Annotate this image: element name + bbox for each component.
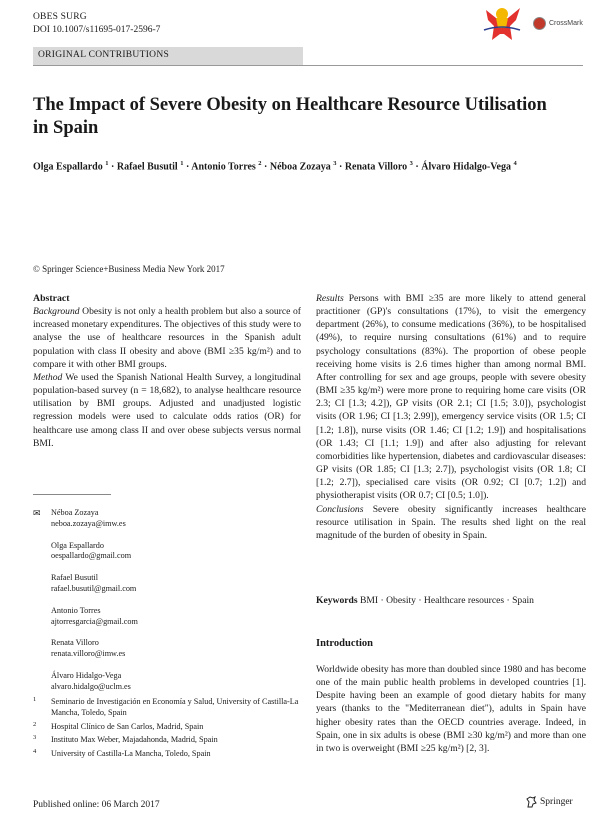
author-affiliation-sup: 1 [180, 160, 184, 167]
conclusions-label: Conclusions [316, 503, 364, 515]
keywords-label: Keywords [316, 595, 358, 606]
contact-email[interactable]: alvaro.hidalgo@uclm.es [51, 681, 131, 691]
journal-name: OBES SURG [33, 12, 87, 22]
abstract-conclusions [316, 503, 586, 542]
author-name[interactable]: Néboa Zozaya [269, 161, 331, 173]
affiliation-item [33, 749, 303, 760]
author-name[interactable]: Rafael Busutil [116, 161, 178, 173]
contact-name: Antonio Torres [51, 605, 101, 615]
abstract-left-column [33, 292, 301, 450]
conclusions-text: Severe obesity significantly increases healthcare resource utilisation in Spain. The results shed light on the real magnitude of the burden of obesity in Spain. [316, 503, 587, 541]
author-list: Olga Espallardo $^1$ · Rafael Busutil $^1$ · Antonio Torres $^2$ · Néboa Zozaya $^3$ · Renata Villoro $^3$ · Álvaro Hidalgo-Vega $^4$ [33, 160, 517, 173]
author-affiliation-sup: 3 [333, 160, 337, 167]
affiliation-list [33, 697, 303, 763]
surgeon-logo-icon [474, 4, 530, 44]
contact-email[interactable]: renata.villoro@imw.es [51, 649, 126, 659]
affiliation-text: Hospital Clínico de San Carlos, Madrid, Spain [51, 721, 204, 731]
affiliation-number: 4 [33, 748, 37, 756]
author-name[interactable]: Renata Villoro [344, 161, 408, 173]
contact-email[interactable]: oespallardo@gmail.com [51, 551, 132, 561]
affiliation-text: University of Castilla-La Mancha, Toledo, Spain [51, 749, 211, 759]
affiliation-number: 2 [33, 720, 37, 728]
contact-name: Olga Espallardo [51, 540, 104, 550]
contact-item [33, 638, 303, 660]
affiliation-text: Instituto Max Weber, Majadahonda, Madrid, Spain [51, 735, 218, 745]
affiliation-number: 1 [33, 696, 37, 703]
crossmark-badge[interactable] [533, 17, 583, 30]
affiliation-text: Seminario de Investigación en Economía y Salud, University of Castilla-La Mancha, Toledo, Spain [51, 697, 299, 717]
results-text: Persons with BMI ≥35 are more likely to attend general practitioner (GP)'s consultations (17%), to visit the emergency department (26%), to consume medications (36%), to be hospitalised (49%), to require nursing consultations (61%) and to require psychology consultations (83%). The proportion of obese people receiving home visits is 2.6 times higher than among normal BMI. After controlling for sex and age groups, people with severe obesity (BMI ≥35 kg/m²) were more prone to requiring home care visits (OR 2.3; CI [1.3; 4.2]), GP visits (OR 2.1; CI [1.5; 3.0]), psychologist visits (OR 1.96; CI [1.3; 2.99]), emergency service visits (OR 1.5; CI [1.2; 1.8]), nurse visits (OR 1.46; CI [1.2; 1.9]) and hospitalisations (OR 1.43; CI [1.1; 1.9]) and after also adjusting for relevant comorbidities like hypertension, diabetes and cardiovascular diseases: GP visits (OR 1.85; CI [1.3; 2.7]), psychologist visits (OR 1.8; CI [1.2; 2.7]), specialised care visits (OR 0.92; CI [0.7; 1.2]) and physiotherapist visits (OR 0.7; CI [0.5; 1.0]). [316, 293, 586, 502]
article-type-banner: ORIGINAL CONTRIBUTIONS [33, 47, 303, 65]
contact-email[interactable]: neboa.zozaya@imw.es [51, 518, 126, 528]
journal-logo [474, 4, 530, 44]
author-name[interactable]: Álvaro Hidalgo-Vega [421, 161, 511, 173]
author-name[interactable]: Olga Espallardo [33, 161, 103, 173]
abstract-heading: Abstract [33, 293, 70, 304]
author-affiliation-sup: 2 [258, 160, 262, 167]
envelope-icon: ✉ [33, 508, 41, 518]
method-text: We used the Spanish National Health Survey, a longitudinal population-based survey (n = 18,682), to analyse healthcare resource utilisation by BMI groups. Adjusted and unadjusted logistic regression models were used to calculate odds ratios (OR) for healthcare use among class II and over obese subjects versus normal BMI. [33, 371, 302, 449]
abstract-right-column [316, 292, 586, 542]
published-date: Published online: 06 March 2017 [33, 800, 160, 810]
contact-item [33, 541, 303, 563]
contact-name: Álvaro Hidalgo-Vega [51, 670, 122, 680]
keywords [316, 595, 586, 606]
contact-email[interactable]: rafael.busutil@gmail.com [51, 583, 137, 593]
contact-name: Rafael Busutil [51, 573, 99, 583]
affiliation-item [33, 735, 303, 746]
abstract-method [33, 371, 301, 450]
copyright: © Springer Science+Business Media New York 2017 [33, 264, 225, 274]
introduction-text: Worldwide obesity has more than doubled since 1980 and has become one of the main public health problems in developed countries [1]. Despite having been an example of good dietary habits for many years (thanks to the "Mediterranean diet"), adults in Spain have higher obesity rates than the OECD countries average. Indeed, in Spain, one in six adults is obese (BMI ≥30 kg/m²) and more than one in two is overweight (BMI ≥25 kg/m²) [2, 3]. [316, 664, 586, 754]
abstract-background [33, 305, 301, 371]
doi[interactable]: DOI 10.1007/s11695-017-2596-7 [33, 25, 161, 35]
crossmark-label: CrossMark [549, 20, 583, 27]
affiliation-number: 3 [33, 734, 37, 742]
author-name[interactable]: Antonio Torres [191, 161, 256, 173]
background-label: Background [33, 306, 80, 318]
abstract-results [316, 292, 586, 503]
author-affiliation-sup: 1 [105, 160, 109, 167]
method-label: Method [33, 371, 63, 383]
contact-item [33, 508, 303, 530]
footnote-divider [33, 494, 111, 495]
author-affiliation-sup: 4 [513, 160, 517, 167]
contact-email[interactable]: ajtorresgarcia@gmail.com [51, 616, 138, 626]
results-label: Results [316, 293, 344, 304]
contact-item [33, 606, 303, 628]
publisher-name: Springer [540, 797, 573, 807]
background-text: Obesity is not only a health problem but also a source of increased monetary expenditures. The objectives of this study were to analyse the use of healthcare resources in the Spanish adult population with class II obesity and above (BMI ≥35 kg/m²) and to compare it with other BMI groups. [33, 306, 301, 370]
contact-item [33, 573, 303, 595]
crossmark-icon [533, 17, 546, 30]
contact-name: Renata Villoro [51, 638, 99, 648]
publisher-logo [526, 796, 573, 808]
keywords-text: BMI · Obesity · Healthcare resources · Spain [359, 595, 534, 606]
contact-item [33, 671, 303, 693]
contact-list [33, 508, 303, 704]
introduction-heading: Introduction [316, 638, 373, 649]
article-title: The Impact of Severe Obesity on Healthcare Resource Utilisation in Spain [33, 95, 547, 138]
author-affiliation-sup: 3 [409, 160, 413, 167]
header-divider [33, 65, 583, 66]
springer-horse-icon [526, 796, 537, 808]
affiliation-item [33, 697, 303, 719]
contact-name: Néboa Zozaya [51, 508, 99, 517]
affiliation-item [33, 722, 303, 733]
